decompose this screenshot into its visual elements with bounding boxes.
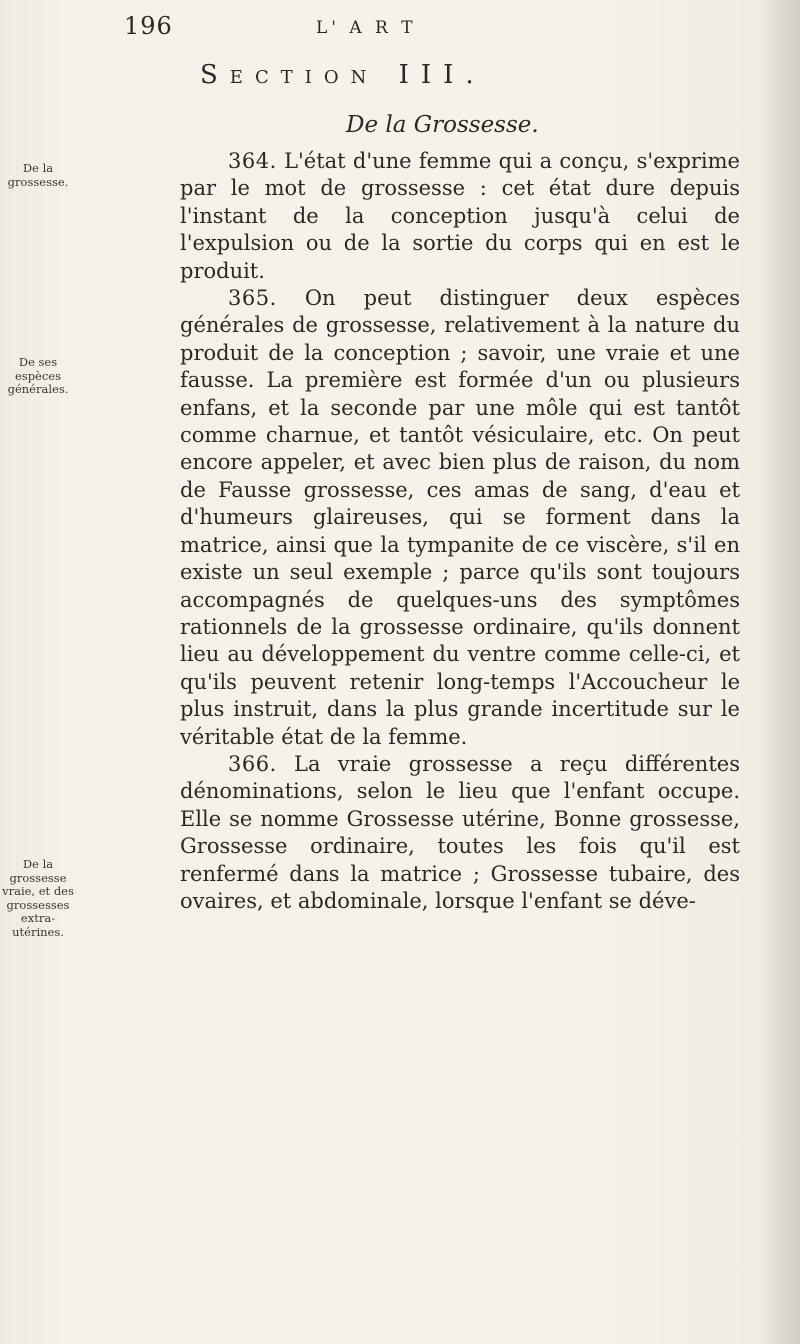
paragraph-text: On peut distinguer deux espèces générales de grossesse, relativement à la nature du produit de la conception ; savoir, une vraie et une fausse. La première est formée d'un ou plusieurs enfans, et la seconde par une môle qui est tantôt comme charnue, et tantôt vésiculaire, etc. On peut encore appeler, et avec bien plus de raison, du nom de Fausse grossesse, ces amas de sang, d'eau et d'humeurs glaireuses, qui se forment dans la matrice, ainsi que la tympanite de ce viscère, s'il en existe un seul exemple ; parce qu'ils sont toujours accompagnés de quelques-uns des symptômes rationnels de la grossesse ordinaire, qu'ils donnent lieu au développement du ventre comme celle-ci, et qu'ils peuvent retenir long-temps l'Accoucheur le plus instruit, dans la plus grande incertitude sur le véritable état de la femme. xyxy=(180,286,741,749)
paragraph-text: L'état d'une femme qui a conçu, s'exprime par le mot de grossesse : cet état dure depuis l'instant de la conception jusqu'à celui de l'expulsion ou de la sortie du corps qui en est le produit. xyxy=(180,149,740,283)
paragraph-364 xyxy=(180,148,740,285)
paragraph-number: 364. xyxy=(228,149,277,173)
paragraph-365 xyxy=(180,285,740,751)
section-title: Section III. xyxy=(200,60,486,90)
paragraph-text: La vraie grossesse a reçu différentes dénominations, selon le lieu que l'enfant occupe. Elle se nomme Grossesse utérine, Bonne grossesse, Grossesse ordinaire, toutes les fois qu'il est renfermé dans la matrice ; Grossesse tubaire, des ovaires, et abdominale, lorsque l'enfant se déve- xyxy=(180,751,740,913)
paragraph-number: 365. xyxy=(228,286,277,311)
body-text xyxy=(180,148,740,915)
section-subtitle: De la Grossesse. xyxy=(346,112,539,138)
margin-note-grossesse: De la grossesse. xyxy=(7,161,69,189)
page-edge-shadow xyxy=(760,0,800,1344)
paragraph-number: 366. xyxy=(228,751,277,776)
margin-note-especes: De ses espèces générales. xyxy=(7,355,69,396)
margin-note-grossesse-vraie: De la grossesse vraie, et des grossesses extra-utérines. xyxy=(2,857,74,939)
running-head: L' A R T xyxy=(316,18,417,38)
page-number: 196 xyxy=(124,12,173,40)
paragraph-366 xyxy=(180,751,740,915)
